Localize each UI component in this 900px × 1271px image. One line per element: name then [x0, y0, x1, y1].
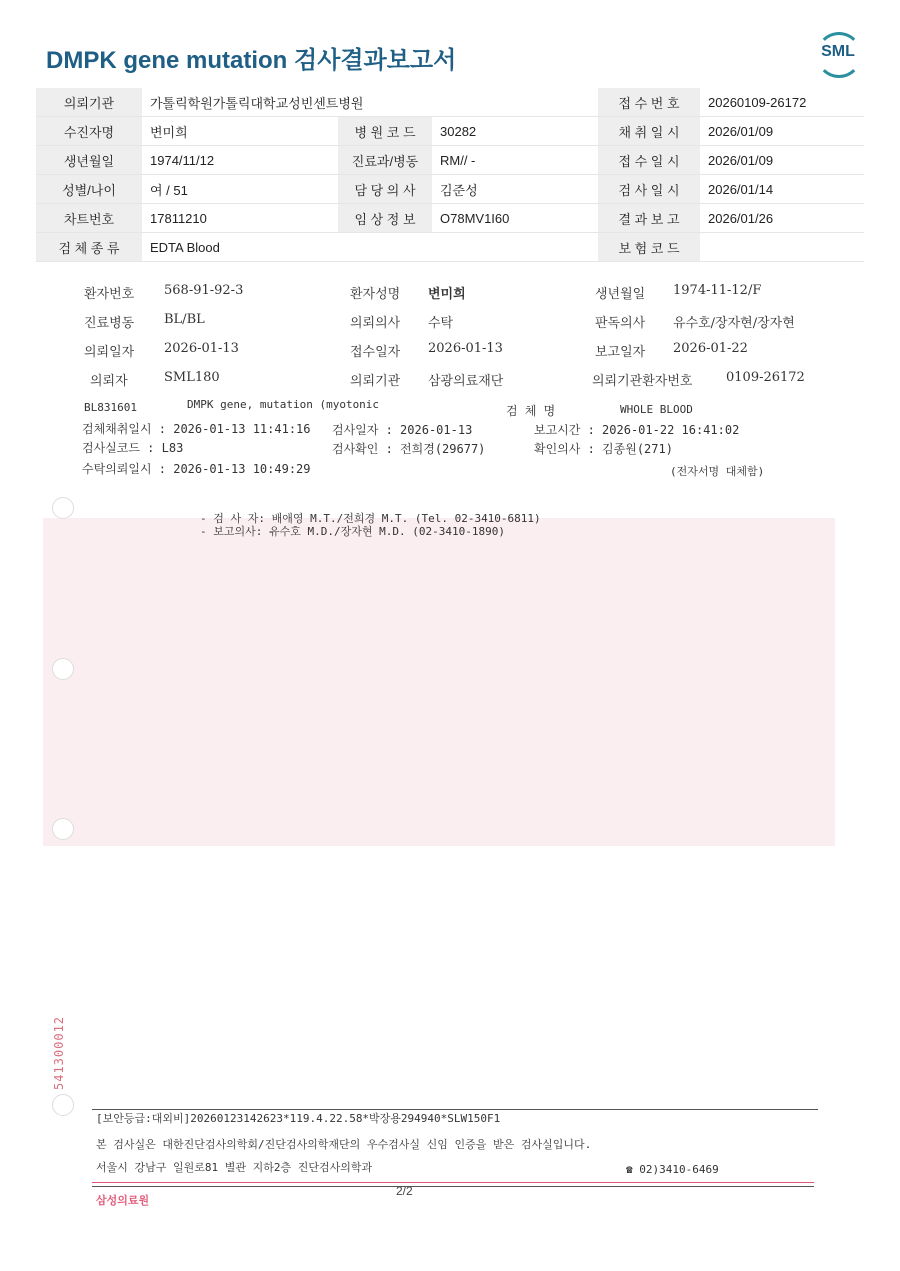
scan-label-ward: 진료병동	[84, 316, 135, 331]
scan-label-receipt-date: 접수일자	[350, 345, 401, 360]
value-patient-name: 변미희	[142, 117, 338, 146]
table-row	[36, 233, 864, 262]
label-birth-date: 생년월일	[36, 146, 142, 175]
label-test-date: 검 사 일 시	[598, 175, 700, 204]
report-result-area	[43, 518, 835, 846]
scan-exam-date: 검사일자 : 2026-01-13	[332, 423, 473, 437]
value-test-date: 2026/01/14	[700, 175, 864, 204]
label-insurance-code: 보 험 코 드	[598, 233, 700, 262]
value-insurance-code	[700, 233, 864, 262]
page-number: 2/2	[396, 1184, 413, 1198]
scan-e-signature: (전자서명 대체함)	[670, 465, 765, 478]
value-clinical-info: O78MV1I60	[432, 204, 598, 233]
scan-value-birth: 1974-11-12/F	[673, 283, 762, 298]
scan-reporter: - 보고의사: 유수호 M.D./장자현 M.D. (02-3410-1890)	[200, 525, 505, 538]
footer-pink-line	[92, 1182, 814, 1183]
label-patient-name: 수진자명	[36, 117, 142, 146]
scan-test-name: DMPK gene, mutation (myotonic	[187, 398, 380, 411]
hospital-logo: 삼성의료원	[96, 1194, 150, 1207]
scan-label-requester: 의뢰자	[90, 374, 128, 389]
scan-specimen: WHOLE BLOOD	[620, 403, 693, 416]
scan-exam-confirm: 검사확인 : 전희경(29677)	[332, 442, 486, 456]
table-row	[36, 117, 864, 146]
value-requesting-institution: 가톨릭학원가톨릭대학교성빈센트병원	[142, 88, 598, 117]
scan-value-report-date: 2026-01-22	[673, 341, 748, 356]
value-department: RM// -	[432, 146, 598, 175]
value-collection-date: 2026/01/09	[700, 117, 864, 146]
label-department: 진료과/병동	[338, 146, 432, 175]
scan-value-req-date: 2026-01-13	[164, 341, 239, 356]
table-row	[36, 175, 864, 204]
punch-hole	[52, 658, 74, 680]
value-doctor: 김준성	[432, 175, 598, 204]
footer-phone: ☎ 02)3410-6469	[626, 1163, 719, 1176]
scan-value-patient-no: 568-91-92-3	[164, 283, 244, 298]
scan-label-birth: 생년월일	[595, 287, 646, 302]
scan-value-patient-name: 변미희	[428, 287, 466, 302]
label-collection-date: 채 취 일 시	[598, 117, 700, 146]
label-clinical-info: 임 상 정 보	[338, 204, 432, 233]
scan-value-reading-doctor: 유수호/장자현/장자현	[673, 316, 795, 331]
label-doctor: 담 당 의 사	[338, 175, 432, 204]
footer-certification: 본 검사실은 대한진단검사의학회/진단검사의학재단의 우수검사실 신임 인증을 받은 검사실입니다.	[96, 1138, 592, 1151]
scan-label-report-date: 보고일자	[595, 345, 646, 360]
value-chart-number: 17811210	[142, 204, 338, 233]
scan-tester: - 검 사 자: 배애영 M.T./전희경 M.T. (Tel. 02-3410-6811)	[200, 512, 541, 525]
label-result-report: 결 과 보 고	[598, 204, 700, 233]
scan-value-ward: BL/BL	[164, 312, 205, 327]
scan-value-req-doctor: 수탁	[428, 316, 454, 331]
scan-confirm-doctor: 확인의사 : 김종원(271)	[534, 442, 673, 456]
scan-request-time: 수탁의뢰일시 : 2026-01-13 10:49:29	[82, 462, 311, 476]
scan-lab-code: 검사실코드 : L83	[82, 441, 184, 455]
table-row	[36, 88, 864, 117]
sml-logo	[813, 30, 863, 76]
value-result-report: 2026/01/26	[700, 204, 864, 233]
value-receipt-number: 20260109-26172	[700, 88, 864, 117]
scan-label-inst-patient-no: 의뢰기관환자번호	[592, 374, 693, 389]
value-receipt-date: 2026/01/09	[700, 146, 864, 175]
label-hospital-code: 병 원 코 드	[338, 117, 432, 146]
scan-test-code: BL831601	[84, 401, 137, 414]
label-receipt-date: 접 수 일 시	[598, 146, 700, 175]
label-receipt-number: 접 수 번 호	[598, 88, 700, 117]
punch-hole	[52, 497, 74, 519]
logo-text: SML	[821, 43, 855, 60]
punch-hole	[52, 818, 74, 840]
patient-info-table	[36, 88, 864, 262]
value-hospital-code: 30282	[432, 117, 598, 146]
scan-label-patient-name: 환자성명	[350, 287, 401, 302]
report-title: DMPK gene mutation 검사결과보고서	[46, 47, 457, 74]
scan-label-req-date: 의뢰일자	[84, 345, 135, 360]
scan-label-req-institution: 의뢰기관	[350, 374, 401, 389]
scan-collection-time: 검체채취일시 : 2026-01-13 11:41:16	[82, 422, 311, 436]
footer-address: 서울시 강남구 일원로81 별관 지하2층 진단검사의학과	[96, 1161, 373, 1174]
scan-value-receipt-date: 2026-01-13	[428, 341, 503, 356]
table-row	[36, 204, 864, 233]
footer-security: [보안등급:대외비]20260123142623*119.4.22.58*박장용294940*SLW150F1	[96, 1112, 501, 1125]
value-birth-date: 1974/11/12	[142, 146, 338, 175]
label-chart-number: 차트번호	[36, 204, 142, 233]
scan-label-patient-no: 환자번호	[84, 287, 135, 302]
value-specimen-type: EDTA Blood	[142, 233, 598, 262]
label-requesting-institution: 의뢰기관	[36, 88, 142, 117]
value-sex-age: 여 / 51	[142, 175, 338, 204]
label-specimen-type: 검 체 종 류	[36, 233, 142, 262]
punch-hole	[52, 1094, 74, 1116]
table-row	[36, 146, 864, 175]
scan-value-inst-patient-no: 0109-26172	[726, 370, 805, 385]
scan-report-time: 보고시간 : 2026-01-22 16:41:02	[534, 423, 740, 437]
scan-specimen-label: 검 체 명	[506, 404, 556, 418]
footer-bottom-line	[92, 1186, 814, 1187]
scan-value-req-institution: 삼광의료재단	[428, 374, 504, 389]
scan-label-reading-doctor: 판독의사	[595, 316, 646, 331]
side-serial-number: 541300012	[52, 1015, 66, 1090]
scan-value-requester: SML180	[164, 370, 220, 385]
scan-label-req-doctor: 의뢰의사	[350, 316, 401, 331]
label-sex-age: 성별/나이	[36, 175, 142, 204]
